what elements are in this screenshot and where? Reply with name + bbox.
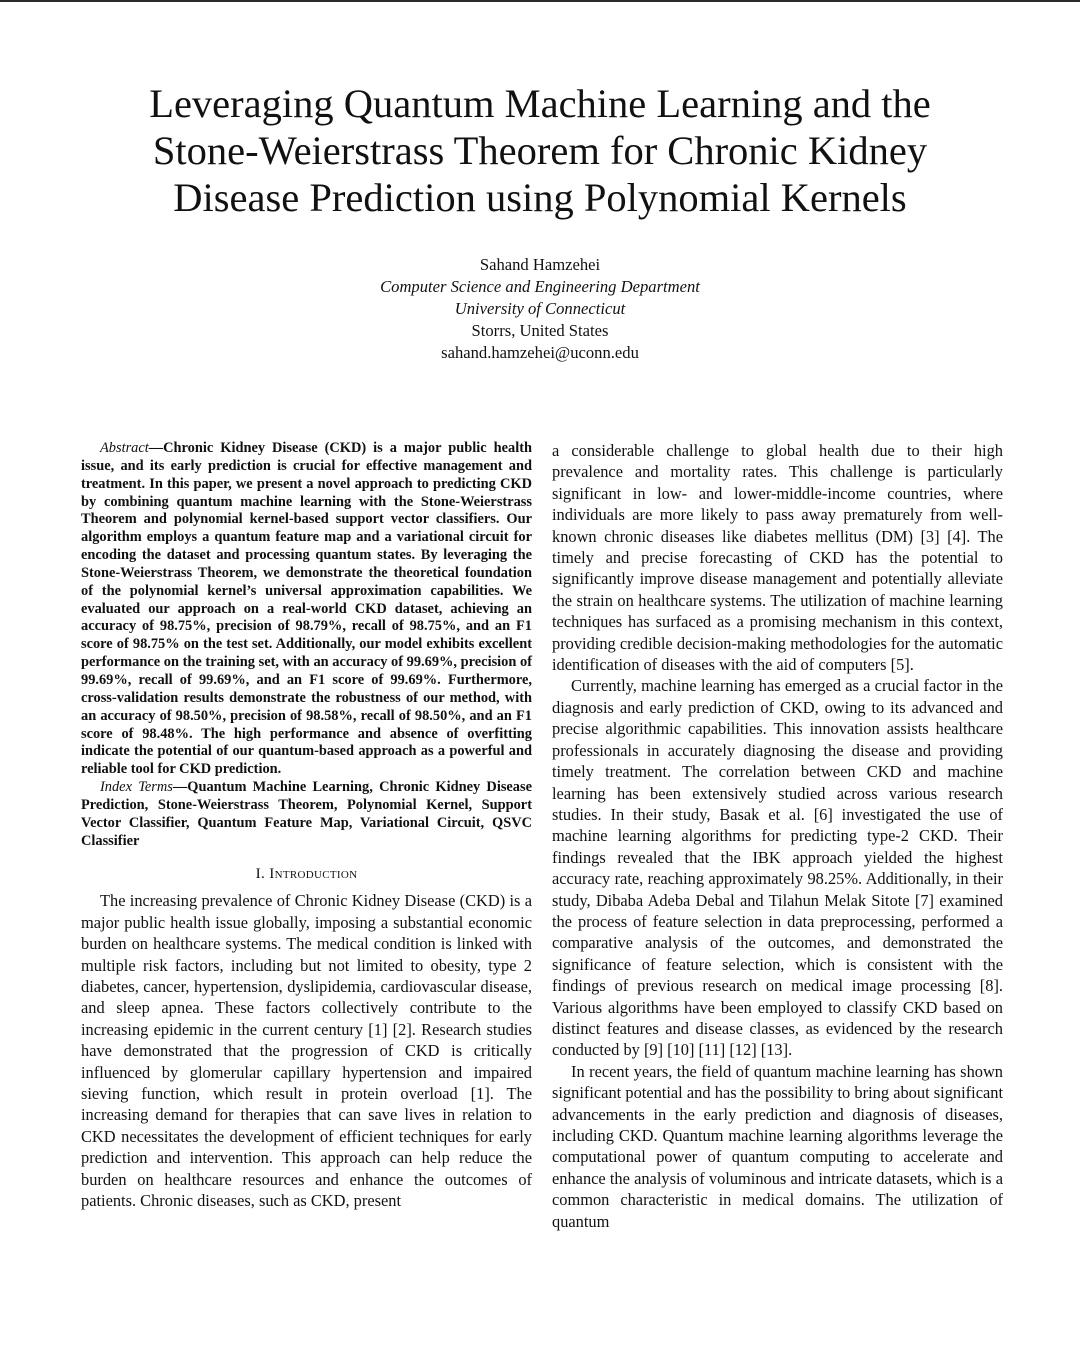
index-terms-paragraph	[81, 779, 532, 850]
title-line: Leveraging Quantum Machine Learning and the	[149, 81, 931, 126]
body-paragraph: a considerable challenge to global health due to their high prevalence and mortality rates. This challenge is particularly significant in low- and lower-middle-income countries, where individuals are more likely to pass away prematurely from well-known chronic diseases like diabetes mellitus (DM) [3] [4]. The timely and precise forecasting of CKD has the potential to significantly improve disease management and potentially alleviate the strain on healthcare systems. The utilization of machine learning techniques has surfaced as a promising mechanism in this context, providing credible decision-making methodologies for the automatic identification of diseases with the aid of computers [5].	[552, 441, 1003, 675]
index-terms-text: —Quantum Machine Learning, Chronic Kidney Disease Prediction, Stone-Weierstrass Theorem, Polynomial Kernel, Support Vector Classifier, Quantum Feature Map, Variational Circuit, QSVC Classifier	[81, 779, 532, 849]
right-column	[552, 440, 1003, 1232]
author-university: University of Connecticut	[454, 299, 626, 318]
author-department: Computer Science and Engineering Department	[380, 277, 700, 296]
abstract-text: —Chronic Kidney Disease (CKD) is a major public health issue, and its early prediction is crucial for effective management and treatment. In this paper, we present a novel approach to predicting CKD by combining quantum machine learning with the Stone-Weierstrass Theorem and polynomial kernel-based support vector classifiers. Our algorithm employs a quantum feature map and a variational circuit for encoding the dataset and processing quantum states. By leveraging the Stone-Weierstrass Theorem, we demonstrate the theoretical foundation of the polynomial kernel’s universal approximation capabilities. We evaluated our approach on a real-world CKD dataset, achieving an accuracy of 98.75%, precision of 98.79%, recall of 98.75%, and an F1 score of 98.75% on the test set. Additionally, our model exhibits excellent performance on the training set, with an accuracy of 99.69%, precision of 99.69%, recall of 99.69%, and an F1 score of 99.69%. Furthermore, cross-validation results demonstrate the robustness of our method, with an accuracy of 98.50%, precision of 98.58%, recall of 98.50%, and an F1 score of 98.48%. The high performance and absence of overfitting indicate the potential of our quantum-based approach as a powerful and reliable tool for CKD prediction.	[81, 440, 532, 778]
abstract-paragraph	[81, 440, 532, 779]
title-line: Stone-Weierstrass Theorem for Chronic Kidney	[152, 128, 928, 173]
section-heading: I. Introduction	[255, 865, 358, 883]
abstract-label: Abstract	[100, 440, 149, 456]
intro-left-text	[81, 890, 532, 1211]
author-location: Storrs, United States	[471, 321, 609, 340]
title-line: Disease Prediction using Polynomial Kernels	[173, 175, 907, 220]
body-paragraph: Currently, machine learning has emerged as a crucial factor in the diagnosis and early prediction of CKD, owing to its advanced and precise algorithmic capabilities. This innovation assists healthcare professionals in accurately diagnosing the disease and providing timely treatment. The correlation between CKD and machine learning has been extensively studied across various research studies. In their study, Basak et al. [6] investigated the use of machine learning algorithms for predicting type-2 CKD. Their findings revealed that the IBK approach yielded the highest accuracy rate, reaching approximately 98.25%. Additionally, in their study, Dibaba Adeba Debal and Tilahun Melak Sitote [7] examined the process of feature selection in data preprocessing, performed a comparative analysis of the outcomes, and demonstrated the significance of feature selection, which is consistent with the findings of previous research on medical image processing [8]. Various algorithms have been employed to classify CKD based on distinct features and disease classes, as evidenced by the research conducted by [9] [10] [11] [12] [13].	[552, 676, 1003, 1060]
abstract	[81, 440, 532, 850]
left-column	[81, 440, 532, 1212]
intro-right-text	[552, 440, 1003, 1232]
author-email: sahand.hamzehei@uconn.edu	[441, 343, 639, 362]
top-border	[0, 0, 1080, 2]
author-name: Sahand Hamzehei	[479, 255, 601, 274]
author-block	[240, 254, 840, 364]
index-terms-label: Index Terms	[100, 779, 173, 796]
body-paragraph: In recent years, the field of quantum machine learning has shown significant potential and has the possibility to bring about significant advancements in the early prediction and diagnosis of diseases, including CKD. Quantum machine learning algorithms leverage the computational power of quantum computing to accelerate and enhance the analysis of voluminous and intricate datasets, which is a common characteristic in medical domains. The utilization of quantum	[552, 1061, 1003, 1231]
paper-title	[60, 80, 1020, 221]
body-paragraph: The increasing prevalence of Chronic Kidney Disease (CKD) is a major public health issue globally, imposing a substantial economic burden on healthcare systems. The medical condition is linked with multiple risk factors, including but not limited to obesity, type 2 diabetes, cancer, hypertension, dyslipidemia, cardiovascular disease, and sleep apnea. These factors collectively contribute to the increasing epidemic in the current century [1] [2]. Research studies have demonstrated that the progression of CKD is critically influenced by glomerular capillary hypertension and impaired sieving function, which result in protein overload [1]. The increasing demand for therapies that can save lives in relation to CKD necessitates the development of efficient techniques for early prediction and intervention. This approach can help reduce the burden on healthcare resources and enhance the outcomes of patients. Chronic diseases, such as CKD, present	[81, 891, 532, 1211]
